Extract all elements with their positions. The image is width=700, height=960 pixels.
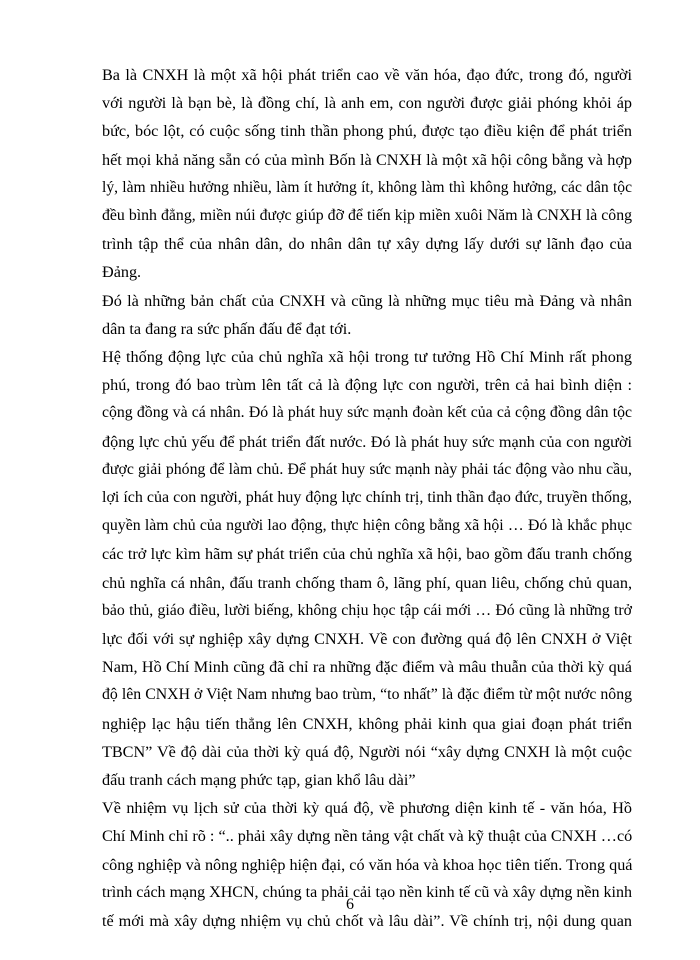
text-line: độ lên CNXH ở Việt Nam nhưng bao trùm, “to nhất” là đặc điểm từ một nước nông	[102, 686, 632, 704]
paragraph-1	[102, 61, 632, 287]
text-line: với người là bạn bè, là đồng chí, là anh em, con người được giải phóng khỏi áp	[102, 94, 632, 113]
text-line: đấu tranh cách mạng phức tạp, gian khổ lâu dài”	[102, 771, 416, 790]
text-line: nghiệp lạc hậu tiến thẳng lên CNXH, không phải kinh qua giai đoạn phát triển	[102, 714, 632, 733]
text-line: chủ nghĩa cá nhân, đấu tranh chống tham ô, lãng phí, quan liêu, chống chủ quan,	[102, 573, 632, 592]
text-line: động lực chủ yếu để phát triển đất nước. Đó là phát huy sức mạnh của con người	[102, 432, 632, 451]
paragraph-3	[102, 343, 632, 794]
text-line: bảo thủ, giáo điều, lười biếng, không chịu học tập cái mới … Đó cũng là những trở	[102, 601, 632, 619]
text-line: các trở lực kìm hãm sự phát triển của chủ nghĩa xã hội, bao gồm đấu tranh chống	[102, 545, 632, 564]
text-line: lợi ích của con người, phát huy động lực chính trị, tinh thần đạo đức, truyền thống,	[102, 489, 632, 507]
text-line: đều bình đẳng, miền núi được giúp đỡ để tiến kịp miền xuôi Năm là CNXH là công	[102, 207, 632, 225]
text-line: Về nhiệm vụ lịch sử của thời kỳ quá độ, về phương diện kinh tế - văn hóa, Hồ	[102, 799, 632, 818]
text-line: Đó là những bản chất của CNXH và cũng là những mục tiêu mà Đảng và nhân	[102, 291, 632, 310]
text-line: TBCN” Về độ dài của thời kỳ quá độ, Người nói “xây dựng CNXH là một cuộc	[102, 742, 632, 761]
text-line: lực đối với sự nghiệp xây dựng CNXH. Về con đường quá độ lên CNXH ở Việt	[102, 630, 632, 649]
text-line: công nghiệp và nông nghiệp hiện đại, có văn hóa và khoa học tiên tiến. Trong quá	[102, 855, 633, 874]
text-line: cộng đồng và cá nhân. Đó là phát huy sức mạnh đoàn kết của cả cộng đồng dân tộc	[102, 404, 632, 422]
page-number: 6	[346, 896, 354, 913]
text-line: Chí Minh chỉ rõ : “.. phải xây dựng nền tảng vật chất và kỹ thuật của CNXH …có	[102, 827, 633, 846]
paragraph-4	[102, 794, 632, 935]
text-line: Đảng.	[102, 263, 142, 282]
text-line: bức, bóc lột, có cuộc sống tinh thần phong phú, được tạo điều kiện để phát triển	[102, 122, 632, 141]
text-line: trình tập thể của nhân dân, do nhân dân tự xây dựng lấy dưới sự lãnh đạo của	[102, 235, 632, 254]
text-line: lý, làm nhiều hưởng nhiều, làm ít hưởng ít, không làm thì không hưởng, các dân tộc	[102, 178, 632, 196]
text-line: hết mọi khả năng sẵn có của mình Bốn là CNXH là một xã hội công bằng và hợp	[102, 150, 632, 169]
text-line: dân ta đang ra sức phấn đấu để đạt tới.	[102, 319, 352, 338]
text-line: tế mới mà xây dựng nhiệm vụ chủ chốt và lâu dài”. Về chính trị, nội dung quan	[102, 912, 632, 931]
text-line: Nam, Hồ Chí Minh cũng đã chỉ ra những đặc điểm và mâu thuẫn của thời kỳ quá	[102, 658, 632, 677]
text-line: quyền làm chủ của người lao động, thực hiện công bằng xã hội … Đó là khắc phục	[102, 517, 632, 535]
text-line: được giải phóng để làm chủ. Để phát huy sức mạnh này phải tác động vào nhu cầu,	[102, 460, 632, 478]
text-line: trình cách mạng XHCN, chúng ta phải cải tạo nền kinh tế cũ và xây dựng nền kinh	[102, 883, 632, 901]
paragraph-2	[102, 287, 632, 343]
text-line: Ba là CNXH là một xã hội phát triển cao về văn hóa, đạo đức, trong đó, người	[102, 66, 632, 84]
body-text	[102, 61, 632, 935]
text-line: Hệ thống động lực của chủ nghĩa xã hội trong tư tưởng Hồ Chí Minh rất phong	[102, 348, 632, 367]
text-line: phú, trong đó bao trùm lên tất cả là động lực con người, trên cả hai bình diện :	[102, 376, 632, 395]
